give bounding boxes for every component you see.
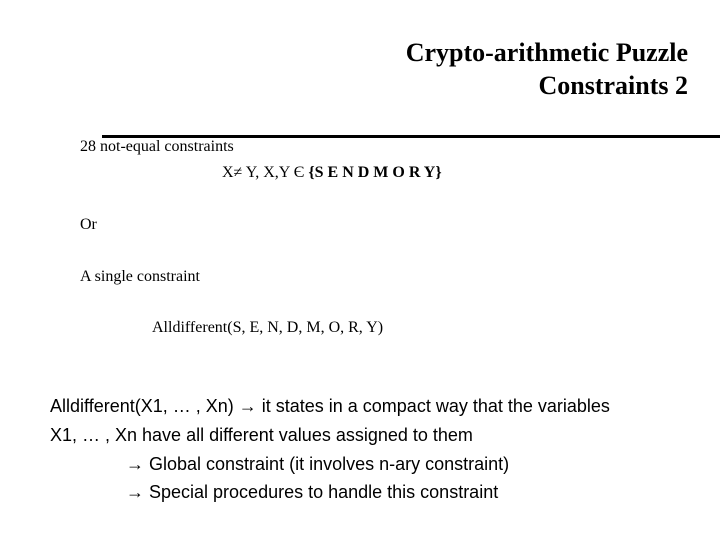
alldifferent-expression: Alldifferent(S, E, N, D, M, O, R, Y): [152, 319, 384, 336]
slide-title-line2: Constraints 2: [538, 71, 688, 100]
not-equal-expression: [222, 164, 442, 182]
slide-title-line1: Crypto-arithmetic Puzzle: [405, 38, 688, 67]
variable-set: {S E N D M O R Y}: [308, 164, 442, 181]
slide-title: [406, 36, 688, 102]
bullet-global-constraint: → Global constraint (it involves n-ary constraint): [126, 454, 510, 474]
or-text: Or: [80, 216, 97, 233]
paragraph-line-2: X1, … , Xn have all different values assigned to them: [50, 425, 473, 445]
not-equal-heading: 28 not-equal constraints: [80, 138, 234, 155]
bullet-special-procedures: → Special procedures to handle this constraint: [126, 482, 499, 502]
paragraph-line-1: Alldifferent(X1, … , Xn) → it states in a compact way that the variables: [50, 396, 610, 416]
not-equal-expression-prefix: X≠ Y, X,Y Є: [222, 164, 309, 181]
single-constraint-text: A single constraint: [80, 268, 200, 285]
